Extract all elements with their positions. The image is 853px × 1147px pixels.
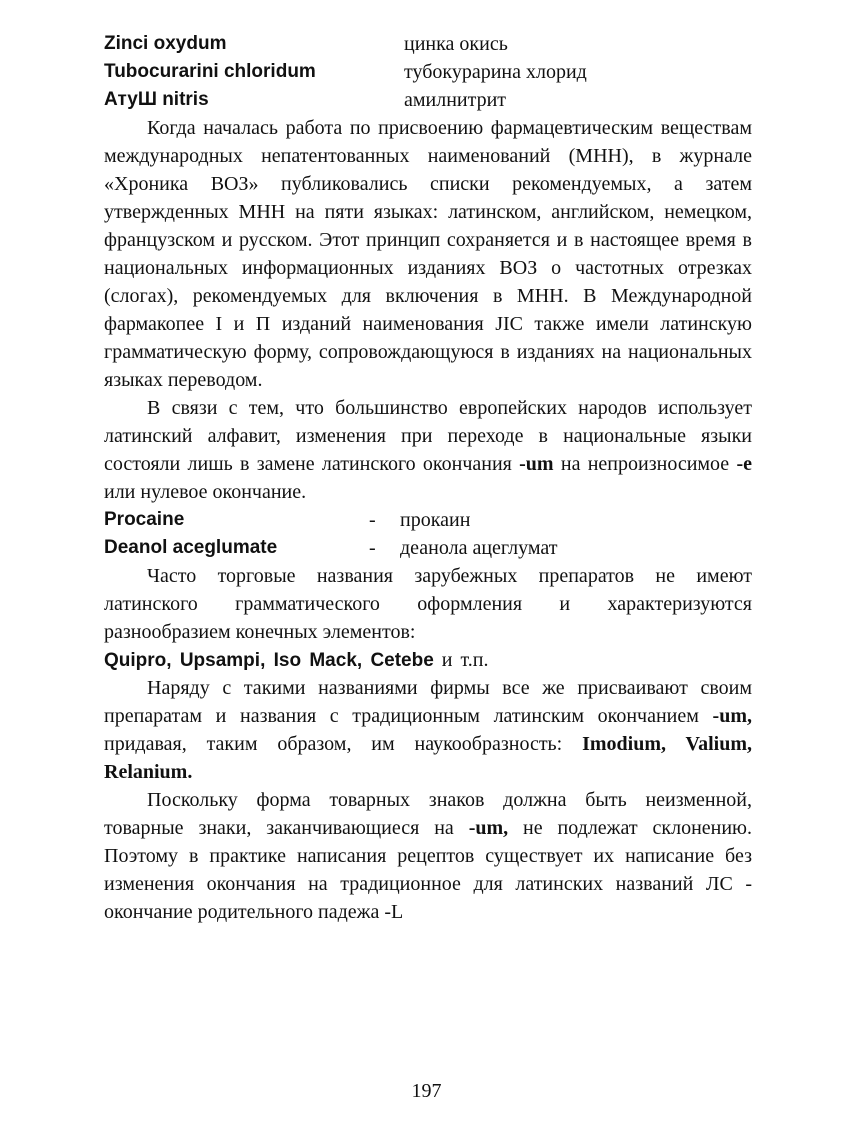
- bold-ending: -um,: [712, 705, 752, 727]
- text-run: не подлежат склонению. Поэтому в практике написания рецептов существует их написание без изменения окончания на традиционное для латинских названий ЛС - окончание родительного падежа -L: [104, 817, 752, 923]
- paragraph-trade-names: Часто торговые названия зарубежных препаратов не имеют латинского грамматического оформления и характеризуются разнообразием конечных элементов:: [104, 565, 752, 643]
- text-run: Поскольку форма товарных знаков должна быть неизменной, товарные знаки, заканчивающиеся на: [104, 789, 752, 839]
- bold-ending: -um: [519, 453, 554, 475]
- russian-term: прокаин: [400, 509, 471, 531]
- latin-term: Zinci oxydum: [104, 33, 227, 54]
- term-pair: [104, 534, 752, 562]
- text-run: Наряду с такими названиями фирмы все же присваивают своим препаратам и названия с традиционным латинским окончанием: [104, 677, 752, 727]
- bold-ending: -um,: [468, 817, 509, 839]
- page-body: [104, 30, 752, 926]
- latin-term: Procaine: [104, 509, 185, 530]
- text-run: или нулевое окончание.: [104, 481, 307, 503]
- russian-term: тубокурарина хлорид: [404, 61, 587, 83]
- term-pair: [104, 86, 752, 114]
- text-run: на непроизносимое: [553, 453, 737, 475]
- dash-separator: -: [369, 537, 376, 559]
- page-number: 197: [411, 1080, 442, 1102]
- term-pair: [104, 30, 752, 58]
- paragraph-latin-alphabet: [104, 394, 752, 506]
- term-pair: [104, 506, 752, 534]
- text-run: В связи с тем, что большинство европейских народов использует латинский алфавит, изменения при переходе в национальные языки состояли лишь в замене латинского окончания: [104, 397, 752, 475]
- russian-term: деанола ацеглумат: [400, 537, 558, 559]
- latin-term: Deanol aceglumate: [104, 537, 278, 558]
- latin-term: АтуШ nitris: [104, 89, 209, 110]
- trade-names-suffix: и т.п.: [433, 649, 489, 671]
- trade-names-line: [104, 646, 752, 674]
- bold-ending: -е: [736, 453, 752, 475]
- text-run: придавая, таким образом, им наукообразность:: [104, 733, 583, 755]
- russian-term: амилнитрит: [404, 89, 507, 111]
- dash-separator: -: [369, 509, 376, 531]
- term-pair: [104, 58, 752, 86]
- russian-term: цинка окись: [404, 33, 508, 55]
- latin-term: Tubocurarini chloridum: [104, 61, 316, 82]
- paragraph-latin-endings: [104, 674, 752, 786]
- paragraph-inn-history: Когда началась работа по присвоению фармацевтическим веществам международных непатентованных наименований (МНН), в журнале «Хроника ВОЗ» публиковались списки рекомендуемых, а затем утвержденных МНН на пяти языках: латинском, английском, немецком, французском и русском. Этот принцип сохраняется и в настоящее время в национальных информационных изданиях ВОЗ о частотных отрезках (слогах), рекомендуемых для включения в МНН. В Международной фармакопее I и П изданий наименования JIC также имели латинскую грамматическую форму, сопровождающуюся в изданиях на национальных языках переводом.: [104, 117, 752, 391]
- trade-names-list: Quipro, Upsampi, Iso Mack, Cetebe: [104, 650, 434, 671]
- bold-examples: Imodium, Valium, Relanium.: [104, 733, 752, 783]
- paragraph-trademarks: [104, 786, 752, 926]
